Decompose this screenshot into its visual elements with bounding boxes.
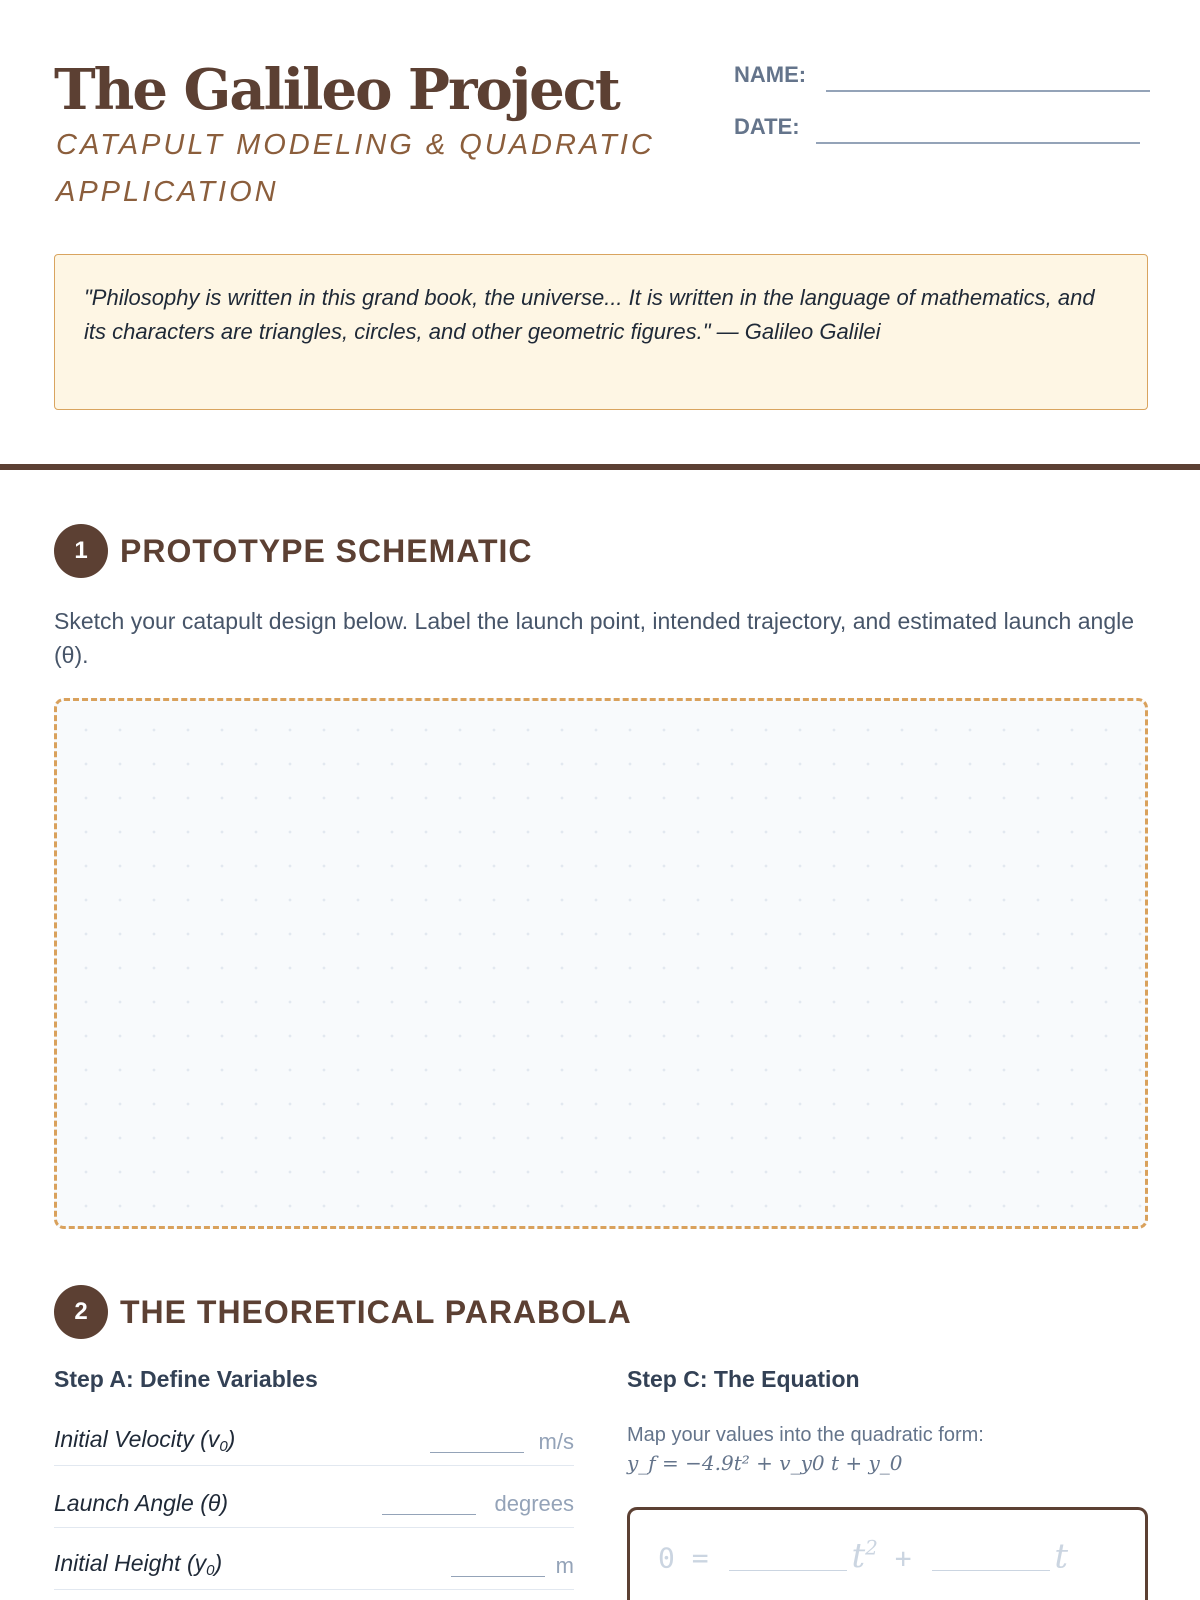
equation-start: 0 = (658, 1541, 709, 1575)
section-1-header (54, 524, 954, 578)
equation-instructions: Map your values into the quadratic form: (627, 1424, 984, 1446)
sketch-area[interactable] (54, 698, 1148, 1229)
step-c-title: Step C: The Equation (627, 1366, 860, 1392)
header (54, 56, 1148, 216)
coefficient-b-blank[interactable] (932, 1570, 1050, 1571)
velocity-blank[interactable] (430, 1452, 524, 1454)
velocity-unit: m/s (538, 1429, 574, 1454)
galileo-quote: "Philosophy is written in this grand book, the universe... It is written in the language of mathematics, and its characters are triangles, circles, and other geometric figures." — Galileo Galilei (54, 254, 1148, 410)
sketch-instructions: Sketch your catapult design below. Label the launch point, intended trajectory, and estimated launch angle (θ). (54, 608, 1135, 668)
quadratic-formula: y_f = −4.9t² + v_y0 t + y_0 (627, 1451, 903, 1475)
section-1-title: PROTOTYPE SCHEMATIC (120, 533, 533, 569)
page-subtitle: CATAPULT MODELING & QUADRATIC APPLICATION (56, 129, 655, 208)
variable-row-height (54, 1528, 574, 1590)
date-field[interactable] (734, 108, 1154, 148)
equation-template (658, 1536, 1068, 1576)
angle-blank[interactable] (382, 1514, 476, 1516)
section-2-header (54, 1285, 954, 1339)
name-field[interactable] (734, 56, 1154, 96)
t-squared-term: $t^2$ (851, 1536, 878, 1577)
angle-label: Launch Angle (θ) (54, 1490, 229, 1516)
date-input-line[interactable] (816, 142, 1140, 144)
height-blank[interactable] (451, 1576, 545, 1578)
angle-unit: degrees (494, 1491, 574, 1516)
section-1-number-badge: 1 (54, 524, 108, 578)
equation-box[interactable] (627, 1507, 1148, 1600)
name-label: NAME: (734, 62, 807, 87)
section-2-title: THE THEORETICAL PARABOLA (120, 1294, 632, 1330)
coefficient-a-blank[interactable] (729, 1570, 847, 1571)
step-a-title: Step A: Define Variables (54, 1366, 318, 1392)
page-title: The Galileo Project (54, 57, 619, 123)
variable-row-angle (54, 1466, 574, 1528)
section-2-number-badge: 2 (54, 1285, 108, 1339)
plus-sign: + (894, 1541, 912, 1575)
height-unit: m (555, 1553, 574, 1578)
t-term: t (1054, 1536, 1069, 1577)
section-divider (0, 464, 1200, 470)
name-input-line[interactable] (826, 90, 1150, 92)
velocity-label: Initial Velocity $(v_0)$ (54, 1426, 236, 1455)
height-label: Initial Height $(y_0)$ (54, 1550, 223, 1579)
date-label: DATE: (734, 114, 800, 139)
variable-row-velocity (54, 1404, 574, 1466)
